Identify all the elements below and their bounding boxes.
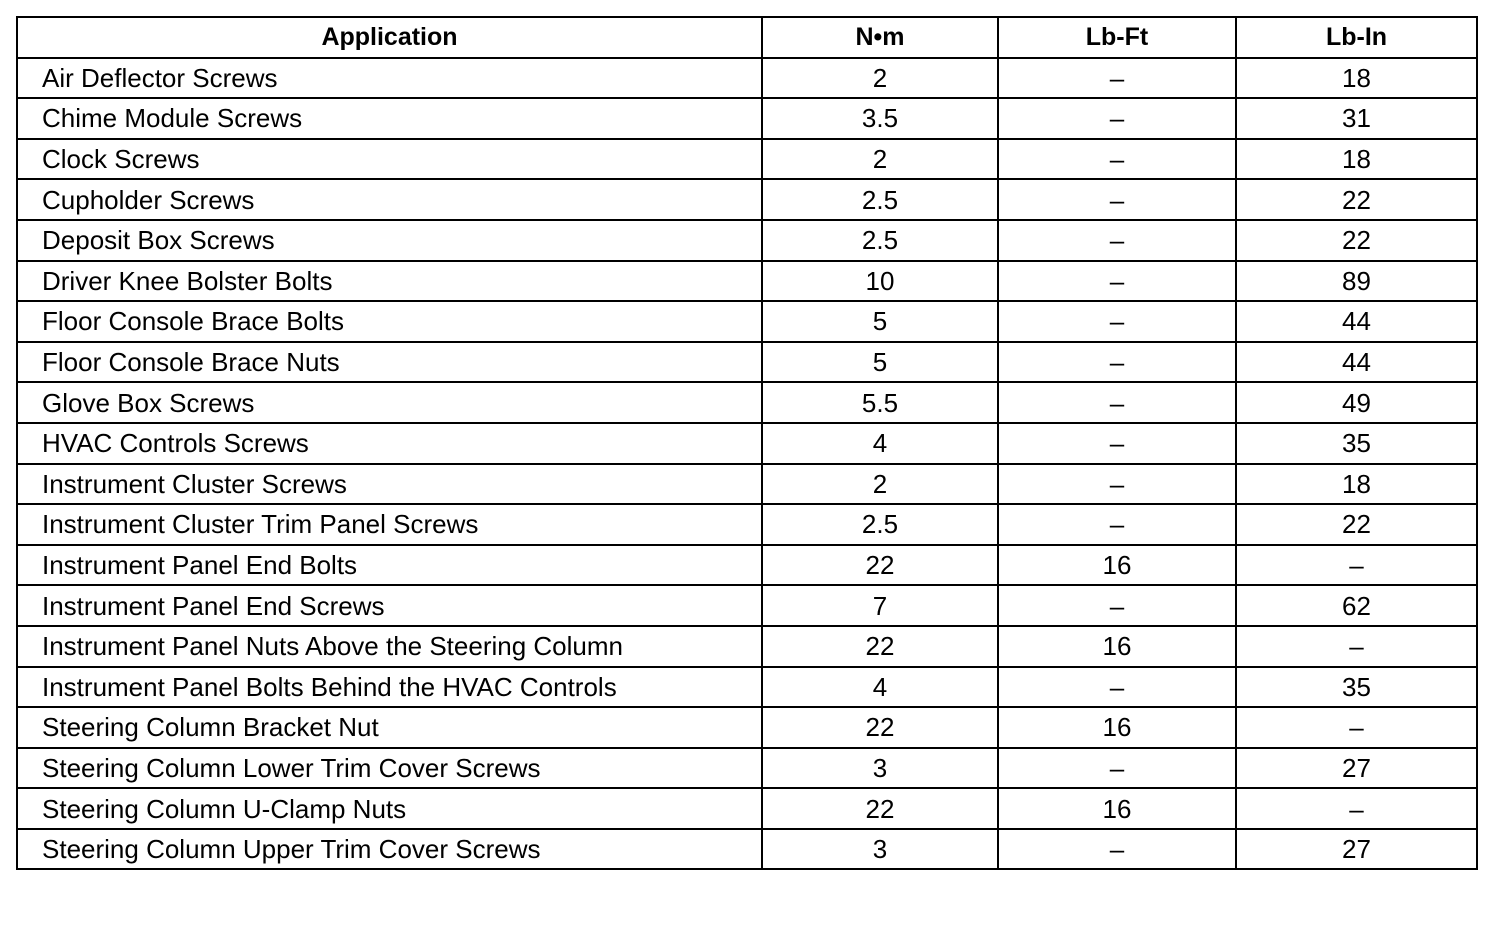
table-row (17, 220, 1477, 261)
cell-pound-feet: 16 (998, 626, 1236, 667)
table-row (17, 301, 1477, 342)
cell-pound-inches: 49 (1236, 382, 1477, 423)
cell-pound-feet: – (998, 179, 1236, 220)
header-application: Application (17, 17, 762, 58)
cell-newton-meters: 3.5 (762, 98, 998, 139)
cell-newton-meters: 22 (762, 545, 998, 586)
cell-newton-meters: 3 (762, 748, 998, 789)
cell-pound-feet: – (998, 748, 1236, 789)
table-row (17, 261, 1477, 302)
table-row (17, 382, 1477, 423)
cell-pound-inches: 18 (1236, 139, 1477, 180)
cell-application: Instrument Panel End Screws (17, 585, 762, 626)
cell-newton-meters: 4 (762, 667, 998, 708)
cell-newton-meters: 7 (762, 585, 998, 626)
cell-application: Chime Module Screws (17, 98, 762, 139)
cell-newton-meters: 2.5 (762, 220, 998, 261)
table-row (17, 707, 1477, 748)
cell-pound-inches: – (1236, 545, 1477, 586)
cell-newton-meters: 2 (762, 139, 998, 180)
cell-pound-inches: 27 (1236, 748, 1477, 789)
cell-application: HVAC Controls Screws (17, 423, 762, 464)
cell-pound-inches: 44 (1236, 342, 1477, 383)
cell-application: Steering Column Upper Trim Cover Screws (17, 829, 762, 870)
cell-pound-feet: – (998, 667, 1236, 708)
table-row (17, 58, 1477, 99)
table-row (17, 667, 1477, 708)
cell-pound-feet: – (998, 423, 1236, 464)
cell-pound-inches: – (1236, 707, 1477, 748)
cell-newton-meters: 2.5 (762, 504, 998, 545)
cell-newton-meters: 2 (762, 58, 998, 99)
cell-pound-inches: 18 (1236, 58, 1477, 99)
cell-pound-feet: – (998, 585, 1236, 626)
table-row (17, 504, 1477, 545)
cell-pound-inches: – (1236, 626, 1477, 667)
cell-pound-feet: 16 (998, 788, 1236, 829)
cell-application: Instrument Panel End Bolts (17, 545, 762, 586)
cell-pound-inches: 22 (1236, 220, 1477, 261)
cell-application: Steering Column Lower Trim Cover Screws (17, 748, 762, 789)
table-row (17, 626, 1477, 667)
cell-newton-meters: 5.5 (762, 382, 998, 423)
cell-newton-meters: 4 (762, 423, 998, 464)
cell-pound-inches: 22 (1236, 179, 1477, 220)
cell-pound-inches: 89 (1236, 261, 1477, 302)
table-row (17, 788, 1477, 829)
cell-pound-feet: – (998, 301, 1236, 342)
cell-pound-inches: 22 (1236, 504, 1477, 545)
cell-newton-meters: 2.5 (762, 179, 998, 220)
cell-newton-meters: 5 (762, 301, 998, 342)
table-row (17, 748, 1477, 789)
cell-application: Driver Knee Bolster Bolts (17, 261, 762, 302)
header-newton-meters: N•m (762, 17, 998, 58)
cell-pound-inches: 27 (1236, 829, 1477, 870)
torque-spec-table-container (16, 16, 1476, 870)
cell-application: Cupholder Screws (17, 179, 762, 220)
cell-newton-meters: 5 (762, 342, 998, 383)
table-row (17, 179, 1477, 220)
cell-application: Glove Box Screws (17, 382, 762, 423)
table-row (17, 829, 1477, 870)
cell-pound-feet: – (998, 382, 1236, 423)
cell-newton-meters: 2 (762, 464, 998, 505)
cell-application: Instrument Cluster Screws (17, 464, 762, 505)
cell-pound-inches: 44 (1236, 301, 1477, 342)
cell-pound-inches: 18 (1236, 464, 1477, 505)
header-pound-inches: Lb-In (1236, 17, 1477, 58)
cell-pound-inches: 62 (1236, 585, 1477, 626)
cell-application: Floor Console Brace Bolts (17, 301, 762, 342)
table-row (17, 139, 1477, 180)
cell-pound-feet: 16 (998, 707, 1236, 748)
cell-newton-meters: 22 (762, 626, 998, 667)
cell-pound-feet: – (998, 139, 1236, 180)
cell-application: Floor Console Brace Nuts (17, 342, 762, 383)
table-row (17, 98, 1477, 139)
cell-pound-feet: – (998, 464, 1236, 505)
cell-application: Instrument Panel Bolts Behind the HVAC Controls (17, 667, 762, 708)
table-row (17, 464, 1477, 505)
table-row (17, 342, 1477, 383)
cell-application: Deposit Box Screws (17, 220, 762, 261)
header-row (17, 17, 1477, 58)
header-pound-feet: Lb-Ft (998, 17, 1236, 58)
cell-application: Instrument Cluster Trim Panel Screws (17, 504, 762, 545)
cell-pound-inches: 35 (1236, 667, 1477, 708)
cell-application: Instrument Panel Nuts Above the Steering Column (17, 626, 762, 667)
cell-newton-meters: 10 (762, 261, 998, 302)
table-row (17, 423, 1477, 464)
cell-application: Clock Screws (17, 139, 762, 180)
table-body (17, 58, 1477, 870)
cell-pound-feet: – (998, 504, 1236, 545)
cell-pound-inches: – (1236, 788, 1477, 829)
cell-pound-inches: 35 (1236, 423, 1477, 464)
table-header (17, 17, 1477, 58)
cell-pound-feet: – (998, 342, 1236, 383)
cell-pound-inches: 31 (1236, 98, 1477, 139)
cell-pound-feet: 16 (998, 545, 1236, 586)
cell-application: Steering Column U-Clamp Nuts (17, 788, 762, 829)
cell-newton-meters: 22 (762, 788, 998, 829)
cell-application: Air Deflector Screws (17, 58, 762, 99)
torque-spec-table (16, 16, 1478, 870)
cell-pound-feet: – (998, 58, 1236, 99)
cell-pound-feet: – (998, 829, 1236, 870)
cell-pound-feet: – (998, 220, 1236, 261)
table-row (17, 545, 1477, 586)
cell-application: Steering Column Bracket Nut (17, 707, 762, 748)
cell-pound-feet: – (998, 261, 1236, 302)
cell-pound-feet: – (998, 98, 1236, 139)
cell-newton-meters: 22 (762, 707, 998, 748)
cell-newton-meters: 3 (762, 829, 998, 870)
table-row (17, 585, 1477, 626)
